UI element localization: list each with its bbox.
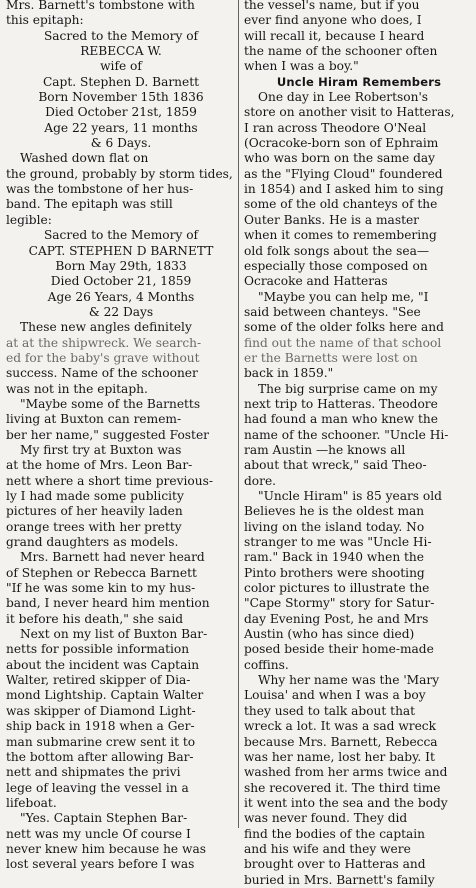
text-line: about that wreck," said Theo- <box>244 458 427 473</box>
text-line: it before his death," she said <box>6 611 184 626</box>
text-line: color pictures to illustrate the <box>244 581 430 596</box>
text-line: The big surprise came on my <box>258 381 438 396</box>
text-line: pictures of her heavily laden <box>6 504 183 519</box>
first-try-paragraph <box>6 443 236 550</box>
text-line: said between chanteys. "See <box>244 304 421 319</box>
text-line: Washed down flat on <box>20 151 149 166</box>
text-line: One day in Lee Robertson's <box>258 90 429 105</box>
text-line: orange trees with her pretty <box>6 519 182 534</box>
yes-paragraph <box>6 811 236 872</box>
text-line: dore. <box>244 473 277 488</box>
text-line: lifeboat. <box>6 795 57 810</box>
text-line: of Stephen or Rebecca Barnett <box>6 565 197 580</box>
text-line: Louisa' and when I was a boy <box>244 688 426 703</box>
text-line: wreck a lot. It was a sad wreck <box>244 719 437 734</box>
text-line: netts for possible information <box>6 642 190 657</box>
text-line: day Evening Post, he and Mrs <box>244 611 429 626</box>
text-line: the bottom after allowing Bar- <box>6 749 194 764</box>
uncle-hiram-paragraph <box>244 489 474 673</box>
text-line: Mrs. Barnett's tombstone with <box>6 0 195 12</box>
text-line: was never found. They did <box>244 811 408 826</box>
text-line: living at Buxton can remem- <box>6 412 182 427</box>
text-line: ram." Back in 1940 when the <box>244 550 424 565</box>
vessel-name-paragraph <box>244 0 474 75</box>
text-line: store on another visit to Hatteras, <box>244 105 455 120</box>
text-line: never knew him because he was <box>6 841 206 856</box>
washed-paragraph <box>6 151 236 228</box>
text-line: old folk songs about the sea— <box>244 243 430 258</box>
epitaph-line: wife of <box>100 59 142 74</box>
text-line: and his wife and they were <box>244 841 411 856</box>
angles-paragraph <box>6 320 236 397</box>
epitaph-line: Sacred to the Memory of <box>43 228 199 243</box>
epitaph-line: & 22 Days <box>88 304 154 319</box>
text-line: Next on my list of Buxton Bar- <box>20 627 208 642</box>
text-line: Austin (who has since died) <box>244 627 415 642</box>
text-line: find out the name of that school <box>244 335 442 350</box>
text-line: find the bodies of the captain <box>244 826 426 841</box>
text-line: in 1854) and I asked him to sing <box>244 182 444 197</box>
text-line: Why her name was the 'Mary <box>258 673 440 688</box>
text-line: "Cape Stormy" story for Satur- <box>244 596 435 611</box>
one-day-paragraph <box>244 90 474 289</box>
text-line: the name of the schooner often <box>244 44 438 59</box>
text-line: ly I had made some publicity <box>6 489 184 503</box>
epitaph-line: Born November 15th 1836 <box>38 90 204 105</box>
text-line: nett where a short time previous- <box>6 473 213 488</box>
text-line: "Maybe you can help me, "I <box>258 289 429 304</box>
text-line: lege of leaving the vessel in a <box>6 780 189 795</box>
text-line: legible: <box>6 212 52 227</box>
text-line: brought over to Hatteras and <box>244 857 426 872</box>
epitaph-stephen <box>6 228 236 320</box>
text-line: band, I never heard him mention <box>6 596 210 611</box>
text-line: er the Barnetts were lost on <box>244 350 418 365</box>
text-line: (Ocracoke-born son of Ephraim <box>244 136 439 151</box>
text-line: about the incident was Captain <box>6 657 200 672</box>
maybe-paragraph <box>6 397 236 443</box>
text-line: she recovered it. The third time <box>244 780 441 795</box>
text-line: was not in the epitaph. <box>6 381 148 396</box>
text-line: especially those composed on <box>244 258 428 273</box>
surprise-paragraph <box>244 382 474 489</box>
text-line: when I was a boy." <box>244 59 359 74</box>
text-line: when it comes to remembering <box>244 228 437 243</box>
epitaph-line: Died October 21, 1859 <box>50 274 192 289</box>
text-line: was her name, lost her baby. It <box>244 749 435 764</box>
text-line: had found a man who knew the <box>244 412 438 427</box>
text-line: coffins. <box>244 657 289 672</box>
text-line: at the home of Mrs. Leon Bar- <box>6 458 193 473</box>
text-line: the ground, probably by storm tides, <box>6 166 233 181</box>
text-line: "Maybe some of the Barnetts <box>20 396 201 411</box>
text-line: they used to talk about that <box>244 703 416 718</box>
left-column <box>6 0 236 873</box>
text-line: success. Name of the schooner <box>6 366 198 381</box>
epitaph-line: & 6 Days. <box>90 136 152 151</box>
text-line: ram Austin —he knows all <box>244 442 406 457</box>
text-line: band. The epitaph was still <box>6 197 173 212</box>
text-line: lost several years before I was <box>6 857 195 872</box>
epitaph-line: CAPT. STEPHEN D BARNETT <box>28 243 214 258</box>
text-line: stranger to me was "Uncle Hi- <box>244 535 432 550</box>
text-line: as the "Flying Cloud" foundered <box>244 166 443 181</box>
right-column <box>244 0 474 888</box>
text-line: I ran across Theodore O'Neal <box>244 120 427 135</box>
text-line: These new angles definitely <box>20 320 192 335</box>
text-line: it went into the sea and the body <box>244 795 448 810</box>
text-line: was the tombstone of her hus- <box>6 182 194 197</box>
text-line: Outer Banks. He is a master <box>244 212 420 227</box>
text-line: washed from her arms twice and <box>244 765 448 780</box>
text-line: "Yes. Captain Stephen Bar- <box>20 811 188 826</box>
text-line: the vessel's name, but if you <box>244 0 420 12</box>
text-line: ber her name," suggested Foster <box>6 427 209 442</box>
text-line: living on the island today. No <box>244 519 425 534</box>
text-line: some of the old chanteys of the <box>244 197 438 212</box>
text-line: buried in Mrs. Barnett's family <box>244 872 435 887</box>
text-line: "If he was some kin to my hus- <box>6 581 196 596</box>
epitaph-line: Age 22 years, 11 months <box>44 120 198 135</box>
intro-paragraph <box>6 0 236 29</box>
text-line: this epitaph: <box>6 13 84 28</box>
text-line: will recall it, because I heard <box>244 28 425 43</box>
epitaph-rebecca <box>6 29 236 152</box>
text-line: next trip to Hatteras. Theodore <box>244 396 438 411</box>
next-paragraph <box>6 627 236 811</box>
text-line: "Uncle Hiram" is 85 years old <box>258 489 442 503</box>
section-heading: Uncle Hiram Remembers <box>276 74 442 89</box>
column-divider <box>238 0 239 828</box>
text-line: grand daughters as models. <box>6 535 179 550</box>
epitaph-line: REBECCA W. <box>80 44 162 59</box>
text-line: man submarine crew sent it to <box>6 734 196 749</box>
text-line: Believes he is the oldest man <box>244 504 425 519</box>
epitaph-line: Capt. Stephen D. Barnett <box>42 74 200 89</box>
text-line: ed for the baby's grave without <box>6 350 200 365</box>
text-line: back in 1859." <box>244 366 334 381</box>
text-line: at at the shipwreck. We search- <box>6 335 202 350</box>
text-line: who was born on the same day <box>244 151 436 166</box>
text-line: because Mrs. Barnett, Rebecca <box>244 734 438 749</box>
text-line: posed beside their home-made <box>244 642 434 657</box>
epitaph-line: Died October 21st, 1859 <box>45 105 197 120</box>
text-line: My first try at Buxton was <box>20 442 182 457</box>
text-line: ship back in 1918 when a Ger- <box>6 719 195 734</box>
text-line: Mrs. Barnett had never heard <box>20 550 205 565</box>
text-line: was skipper of Diamond Light- <box>6 703 196 718</box>
epitaph-line: Age 26 Years, 4 Months <box>47 289 195 304</box>
epitaph-line: Sacred to the Memory of <box>43 28 199 43</box>
text-line: Ocracoke and Hatteras <box>244 274 388 289</box>
text-line: Pinto brothers were shooting <box>244 565 425 580</box>
text-line: name of the schooner. "Uncle Hi- <box>244 427 449 442</box>
never-heard-paragraph <box>6 550 236 627</box>
why-her-name-paragraph <box>244 673 474 888</box>
text-line: Walter, retired skipper of Dia- <box>6 673 191 688</box>
text-line: nett was my uncle Of course I <box>6 826 191 841</box>
epitaph-line: Born May 29th, 1833 <box>55 258 187 273</box>
text-line: mond Lightship. Captain Walter <box>6 688 204 703</box>
text-line: some of the older folks here and <box>244 320 444 335</box>
help-me-paragraph <box>244 290 474 382</box>
text-line: nett and shipmates the privi <box>6 765 181 780</box>
text-line: ever find anyone who does, I <box>244 13 422 28</box>
